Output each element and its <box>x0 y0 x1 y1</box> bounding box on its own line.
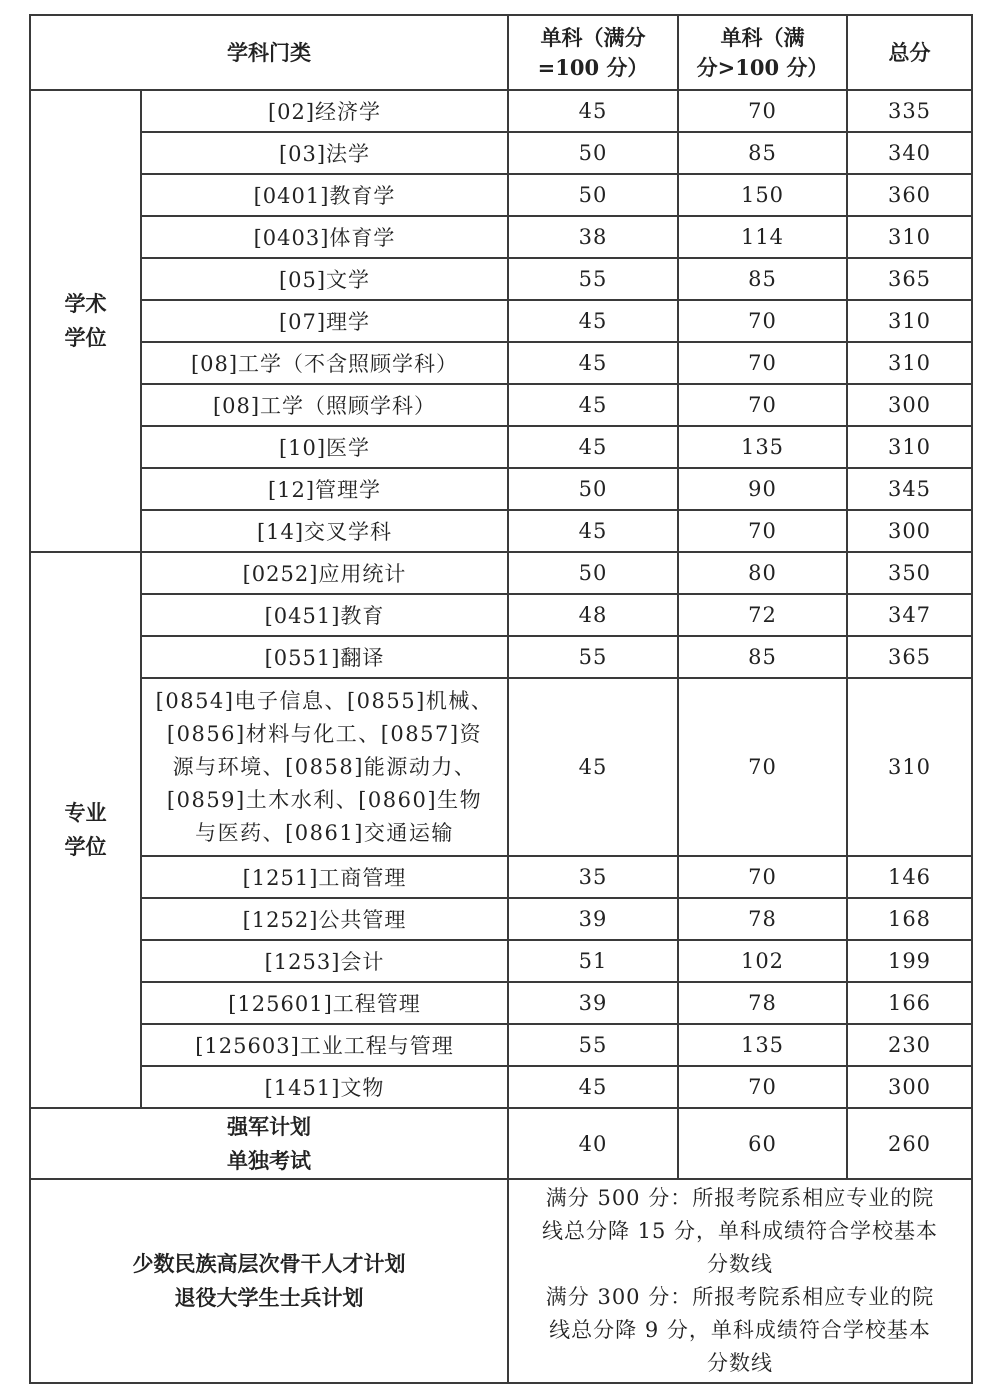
subject-cell: [0252]应用统计 <box>141 552 508 594</box>
single-gt100-cell: 72 <box>678 594 847 636</box>
single-gt100-cell: 114 <box>678 216 847 258</box>
subject-cell: [125601]工程管理 <box>141 982 508 1024</box>
single-100-cell: 38 <box>508 216 678 258</box>
subject-cell: [08]工学（照顾学科） <box>141 384 508 426</box>
single-gt100-cell: 85 <box>678 636 847 678</box>
subject-cell: [1252]公共管理 <box>141 898 508 940</box>
special-minority-note: 满分 500 分：所报考院系相应专业的院 线总分降 15 分，单科成绩符合学校基本 分数线 满分 300 分：所报考院系相应专业的院 线总分降 9 分，单科成绩符合学校基本 分数线 <box>508 1179 972 1383</box>
single-gt100-cell: 85 <box>678 258 847 300</box>
table-row <box>30 258 972 300</box>
subject-cell: [05]文学 <box>141 258 508 300</box>
single-gt100-cell: 70 <box>678 300 847 342</box>
subject-cell: [12]管理学 <box>141 468 508 510</box>
single-100-cell: 45 <box>508 342 678 384</box>
table-row <box>30 90 972 132</box>
table-row <box>30 940 972 982</box>
subject-cell: [1451]文物 <box>141 1066 508 1108</box>
single-100-cell: 39 <box>508 898 678 940</box>
subject-cell: [03]法学 <box>141 132 508 174</box>
table-row <box>30 1024 972 1066</box>
single-gt100-cell: 70 <box>678 90 847 132</box>
single-gt100-cell: 70 <box>678 510 847 552</box>
subject-cell: [0403]体育学 <box>141 216 508 258</box>
single-gt100-cell: 70 <box>678 342 847 384</box>
single-gt100-cell: 135 <box>678 426 847 468</box>
single-100-cell: 55 <box>508 636 678 678</box>
table-row <box>30 594 972 636</box>
subject-cell: [10]医学 <box>141 426 508 468</box>
total-cell: 199 <box>847 940 972 982</box>
subject-cell: [08]工学（不含照顾学科） <box>141 342 508 384</box>
table-row-minority <box>30 1179 972 1383</box>
table-row <box>30 898 972 940</box>
subject-cell: [14]交叉学科 <box>141 510 508 552</box>
total-cell: 300 <box>847 384 972 426</box>
subject-cell: [125603]工业工程与管理 <box>141 1024 508 1066</box>
single-gt100-cell: 78 <box>678 898 847 940</box>
single-100-cell: 50 <box>508 174 678 216</box>
single-gt100-cell: 80 <box>678 552 847 594</box>
special-army-label: 强军计划 单独考试 <box>30 1108 508 1179</box>
single-100-cell: 45 <box>508 510 678 552</box>
table-row <box>30 510 972 552</box>
single-gt100-cell: 135 <box>678 1024 847 1066</box>
single-100-cell: 35 <box>508 856 678 898</box>
score-table <box>29 14 973 1384</box>
score-table-container <box>29 14 973 1384</box>
header-total: 总分 <box>847 15 972 90</box>
single-100-cell: 50 <box>508 132 678 174</box>
table-row-army <box>30 1108 972 1179</box>
total-cell: 345 <box>847 468 972 510</box>
subject-cell: [0451]教育 <box>141 594 508 636</box>
total-cell: 168 <box>847 898 972 940</box>
total-cell: 365 <box>847 258 972 300</box>
table-row <box>30 1066 972 1108</box>
table-row-engineering <box>30 678 972 856</box>
total-cell: 146 <box>847 856 972 898</box>
single-gt100-cell: 70 <box>678 856 847 898</box>
total-cell: 310 <box>847 216 972 258</box>
subject-cell: [1253]会计 <box>141 940 508 982</box>
total-cell: 335 <box>847 90 972 132</box>
total-cell: 300 <box>847 1066 972 1108</box>
table-row <box>30 552 972 594</box>
total-cell: 340 <box>847 132 972 174</box>
total-cell: 260 <box>847 1108 972 1179</box>
total-cell: 310 <box>847 342 972 384</box>
single-100-cell: 45 <box>508 426 678 468</box>
table-row <box>30 982 972 1024</box>
single-gt100-cell: 102 <box>678 940 847 982</box>
subject-cell: [07]理学 <box>141 300 508 342</box>
single-100-cell: 45 <box>508 90 678 132</box>
table-row <box>30 342 972 384</box>
table-row <box>30 174 972 216</box>
single-100-cell: 45 <box>508 1066 678 1108</box>
header-single-gt100: 单科（满 分>100 分） <box>678 15 847 90</box>
single-gt100-cell: 70 <box>678 1066 847 1108</box>
total-cell: 347 <box>847 594 972 636</box>
subject-cell: [02]经济学 <box>141 90 508 132</box>
single-gt100-cell: 150 <box>678 174 847 216</box>
subject-cell-engineering: [0854]电子信息、[0855]机械、 [0856]材料与化工、[0857]资 源与环境、[0858]能源动力、 [0859]土木水利、[0860]生物 与医药、[0861]交通运输 <box>141 678 508 856</box>
table-row <box>30 856 972 898</box>
total-cell: 310 <box>847 678 972 856</box>
single-100-cell: 45 <box>508 384 678 426</box>
single-100-cell: 45 <box>508 300 678 342</box>
group-professional: 专业 学位 <box>30 552 141 1108</box>
header-category: 学科门类 <box>30 15 508 90</box>
table-row <box>30 426 972 468</box>
total-cell: 166 <box>847 982 972 1024</box>
total-cell: 360 <box>847 174 972 216</box>
header-row <box>30 15 972 90</box>
single-gt100-cell: 85 <box>678 132 847 174</box>
single-100-cell: 39 <box>508 982 678 1024</box>
table-row <box>30 300 972 342</box>
single-100-cell: 40 <box>508 1108 678 1179</box>
total-cell: 310 <box>847 426 972 468</box>
total-cell: 350 <box>847 552 972 594</box>
total-cell: 230 <box>847 1024 972 1066</box>
total-cell: 300 <box>847 510 972 552</box>
table-row <box>30 216 972 258</box>
table-row <box>30 468 972 510</box>
subject-cell: [0551]翻译 <box>141 636 508 678</box>
total-cell: 365 <box>847 636 972 678</box>
single-gt100-cell: 60 <box>678 1108 847 1179</box>
single-100-cell: 48 <box>508 594 678 636</box>
subject-cell: [1251]工商管理 <box>141 856 508 898</box>
single-100-cell: 45 <box>508 678 678 856</box>
table-row <box>30 132 972 174</box>
single-gt100-cell: 78 <box>678 982 847 1024</box>
subject-cell: [0401]教育学 <box>141 174 508 216</box>
single-100-cell: 55 <box>508 1024 678 1066</box>
single-100-cell: 51 <box>508 940 678 982</box>
single-100-cell: 50 <box>508 468 678 510</box>
single-gt100-cell: 90 <box>678 468 847 510</box>
group-academic: 学术 学位 <box>30 90 141 552</box>
single-gt100-cell: 70 <box>678 678 847 856</box>
special-minority-label: 少数民族高层次骨干人才计划 退役大学生士兵计划 <box>30 1179 508 1383</box>
single-gt100-cell: 70 <box>678 384 847 426</box>
total-cell: 310 <box>847 300 972 342</box>
header-single-100: 单科（满分 =100 分） <box>508 15 678 90</box>
single-100-cell: 55 <box>508 258 678 300</box>
single-100-cell: 50 <box>508 552 678 594</box>
table-row <box>30 384 972 426</box>
table-row <box>30 636 972 678</box>
